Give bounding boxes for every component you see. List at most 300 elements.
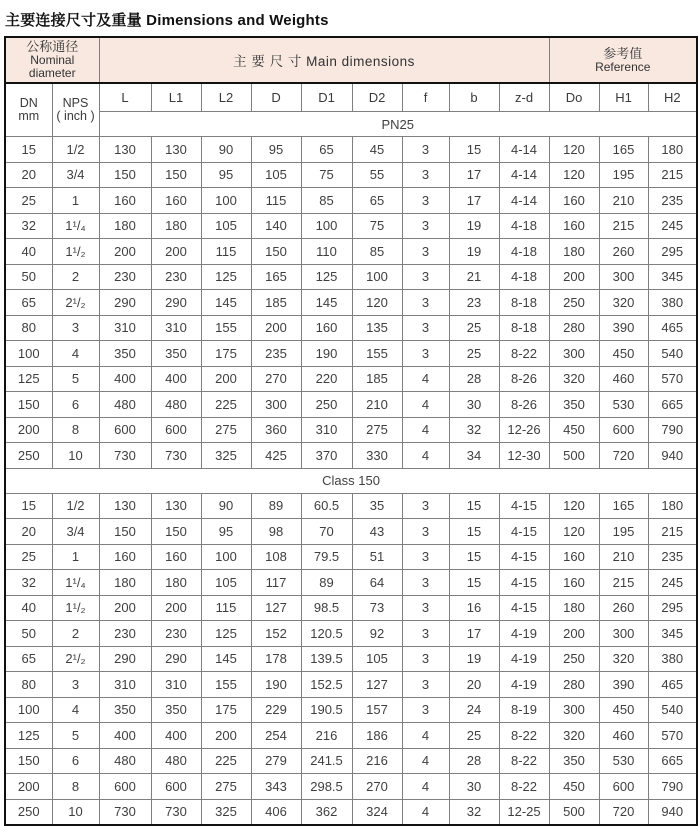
table-cell: 100 <box>201 544 251 570</box>
table-cell: 210 <box>352 392 402 418</box>
table-cell: 6 <box>52 392 99 418</box>
table-cell: 540 <box>648 697 697 723</box>
table-cell: 295 <box>648 239 697 265</box>
table-cell: 25 <box>5 544 52 570</box>
table-row <box>5 774 697 800</box>
table-cell: 155 <box>201 672 251 698</box>
table-cell: 6 <box>52 748 99 774</box>
table-cell: 90 <box>201 137 251 163</box>
table-cell: 43 <box>352 519 402 545</box>
table-cell: 65 <box>301 137 352 163</box>
table-cell: 200 <box>549 264 599 290</box>
table-cell: 350 <box>151 697 201 723</box>
table-cell: 160 <box>151 188 201 214</box>
column-header-nps <box>52 83 99 137</box>
table-cell: 275 <box>352 417 402 443</box>
table-cell: 19 <box>449 646 499 672</box>
header-reference-zh: 参考值 <box>603 45 643 61</box>
table-cell: 1/2 <box>52 493 99 519</box>
pn25-rows <box>5 137 697 469</box>
table-cell: 4-14 <box>499 162 549 188</box>
table-row <box>5 595 697 621</box>
table-cell: 215 <box>648 519 697 545</box>
table-cell: 190.5 <box>301 697 352 723</box>
table-cell: 15 <box>449 570 499 596</box>
table-cell: 105 <box>251 162 301 188</box>
table-cell: 480 <box>99 392 151 418</box>
table-cell: 460 <box>599 723 648 749</box>
table-cell: 460 <box>599 366 648 392</box>
header-nominal-en1: Nominal <box>30 53 75 67</box>
table-cell: 79.5 <box>301 544 352 570</box>
table-cell: 32 <box>5 570 52 596</box>
column-header-d1: D1 <box>301 83 352 112</box>
table-cell: 160 <box>301 315 352 341</box>
table-cell: 120.5 <box>301 621 352 647</box>
table-cell: 940 <box>648 799 697 825</box>
table-cell: 125 <box>201 264 251 290</box>
table-cell: 600 <box>599 417 648 443</box>
table-cell: 480 <box>151 392 201 418</box>
table-cell: 600 <box>151 774 201 800</box>
table-cell: 230 <box>151 264 201 290</box>
table-cell: 260 <box>599 239 648 265</box>
table-cell: 425 <box>251 443 301 469</box>
table-cell: 350 <box>99 697 151 723</box>
header-reference <box>549 37 697 83</box>
table-cell: 720 <box>599 443 648 469</box>
table-cell: 343 <box>251 774 301 800</box>
table-cell: 100 <box>352 264 402 290</box>
table-cell: 32 <box>449 799 499 825</box>
table-cell: 150 <box>251 239 301 265</box>
table-cell: 310 <box>151 315 201 341</box>
table-cell: 8 <box>52 774 99 800</box>
table-cell: 465 <box>648 315 697 341</box>
table-row <box>5 239 697 265</box>
table-cell: 8-22 <box>499 723 549 749</box>
table-cell: 19 <box>449 239 499 265</box>
table-cell: 17 <box>449 188 499 214</box>
table-row <box>5 213 697 239</box>
table-cell: 180 <box>549 239 599 265</box>
column-header-do: Do <box>549 83 599 112</box>
table-cell: 600 <box>599 774 648 800</box>
table-cell: 15 <box>5 137 52 163</box>
table-cell: 16 <box>449 595 499 621</box>
table-cell: 300 <box>599 621 648 647</box>
table-cell: 23 <box>449 290 499 316</box>
table-cell: 160 <box>549 544 599 570</box>
table-cell: 450 <box>599 341 648 367</box>
table-cell: 665 <box>648 392 697 418</box>
table-cell: 160 <box>549 213 599 239</box>
table-cell: 290 <box>99 290 151 316</box>
table-row <box>5 137 697 163</box>
table-cell: 185 <box>251 290 301 316</box>
table-row <box>5 544 697 570</box>
table-cell: 130 <box>99 493 151 519</box>
table-cell: 17 <box>449 621 499 647</box>
table-cell: 235 <box>648 544 697 570</box>
table-cell: 380 <box>648 646 697 672</box>
table-cell: 8-18 <box>499 290 549 316</box>
table-cell: 85 <box>301 188 352 214</box>
table-cell: 4 <box>52 341 99 367</box>
table-cell: 100 <box>5 697 52 723</box>
table-cell: 210 <box>599 544 648 570</box>
table-cell: 570 <box>648 366 697 392</box>
table-cell: 3 <box>402 213 449 239</box>
table-cell: 230 <box>99 264 151 290</box>
table-cell: 25 <box>449 341 499 367</box>
table-cell: 370 <box>301 443 352 469</box>
table-cell: 1¹/₄ <box>52 213 99 239</box>
table-cell: 3 <box>402 188 449 214</box>
column-header-dn-line1: DN <box>19 96 38 110</box>
section-band-row-pn25 <box>5 112 697 137</box>
column-header-nps-line2: ( inch ) <box>56 109 95 123</box>
table-cell: 3 <box>402 621 449 647</box>
table-cell: 345 <box>648 621 697 647</box>
table-cell: 210 <box>599 188 648 214</box>
table-cell: 1¹/₂ <box>52 239 99 265</box>
table-cell: 270 <box>251 366 301 392</box>
table-cell: 720 <box>599 799 648 825</box>
table-cell: 140 <box>251 213 301 239</box>
table-cell: 19 <box>449 213 499 239</box>
page-title: 主要连接尺寸及重量 Dimensions and Weights <box>5 12 329 29</box>
table-cell: 200 <box>5 774 52 800</box>
table-cell: 12-25 <box>499 799 549 825</box>
table-cell: 330 <box>352 443 402 469</box>
table-cell: 310 <box>99 672 151 698</box>
table-cell: 55 <box>352 162 402 188</box>
table-cell: 216 <box>301 723 352 749</box>
table-row <box>5 672 697 698</box>
table-cell: 1/2 <box>52 137 99 163</box>
table-cell: 100 <box>201 188 251 214</box>
table-cell: 200 <box>201 723 251 749</box>
section-band-class150: Class 150 <box>5 468 697 493</box>
table-cell: 220 <box>301 366 352 392</box>
table-cell: 2 <box>52 264 99 290</box>
table-row <box>5 799 697 825</box>
table-cell: 275 <box>201 774 251 800</box>
table-cell: 89 <box>251 493 301 519</box>
table-row <box>5 290 697 316</box>
table-cell: 230 <box>99 621 151 647</box>
table-cell: 570 <box>648 723 697 749</box>
table-cell: 300 <box>549 697 599 723</box>
table-cell: 8-19 <box>499 697 549 723</box>
table-cell: 125 <box>5 723 52 749</box>
table-cell: 4-14 <box>499 137 549 163</box>
table-cell: 145 <box>201 290 251 316</box>
table-cell: 310 <box>99 315 151 341</box>
table-cell: 4-15 <box>499 519 549 545</box>
table-cell: 15 <box>449 519 499 545</box>
class150-rows <box>5 493 697 825</box>
table-cell: 3 <box>402 290 449 316</box>
table-cell: 150 <box>99 519 151 545</box>
table-cell: 275 <box>201 417 251 443</box>
table-cell: 40 <box>5 239 52 265</box>
table-cell: 250 <box>301 392 352 418</box>
table-cell: 25 <box>449 723 499 749</box>
table-cell: 225 <box>201 392 251 418</box>
table-cell: 190 <box>301 341 352 367</box>
table-cell: 95 <box>201 519 251 545</box>
table-cell: 195 <box>599 162 648 188</box>
section-band-pn25: PN25 <box>99 112 697 137</box>
table-cell: 465 <box>648 672 697 698</box>
table-cell: 135 <box>352 315 402 341</box>
table-cell: 250 <box>5 799 52 825</box>
table-cell: 280 <box>549 672 599 698</box>
table-cell: 152.5 <box>301 672 352 698</box>
table-cell: 4-15 <box>499 595 549 621</box>
table-cell: 92 <box>352 621 402 647</box>
table-cell: 127 <box>251 595 301 621</box>
table-cell: 600 <box>99 417 151 443</box>
table-cell: 241.5 <box>301 748 352 774</box>
table-cell: 160 <box>99 544 151 570</box>
table-row <box>5 697 697 723</box>
table-cell: 105 <box>352 646 402 672</box>
table-cell: 25 <box>449 315 499 341</box>
table-cell: 95 <box>251 137 301 163</box>
table-cell: 216 <box>352 748 402 774</box>
table-cell: 12-26 <box>499 417 549 443</box>
table-cell: 115 <box>201 595 251 621</box>
table-cell: 155 <box>201 315 251 341</box>
table-cell: 530 <box>599 392 648 418</box>
table-cell: 730 <box>151 799 201 825</box>
table-cell: 300 <box>251 392 301 418</box>
table-cell: 8 <box>52 417 99 443</box>
table-cell: 160 <box>151 544 201 570</box>
table-cell: 320 <box>599 646 648 672</box>
table-cell: 3/4 <box>52 162 99 188</box>
table-cell: 64 <box>352 570 402 596</box>
table-cell: 4 <box>402 366 449 392</box>
table-cell: 290 <box>151 646 201 672</box>
table-cell: 180 <box>549 595 599 621</box>
table-cell: 298.5 <box>301 774 352 800</box>
column-header-d: D <box>251 83 301 112</box>
table-cell: 98 <box>251 519 301 545</box>
table-cell: 32 <box>5 213 52 239</box>
table-cell: 35 <box>352 493 402 519</box>
table-cell: 235 <box>251 341 301 367</box>
table-cell: 730 <box>99 443 151 469</box>
column-header-d2: D2 <box>352 83 402 112</box>
table-cell: 95 <box>201 162 251 188</box>
table-cell: 400 <box>99 366 151 392</box>
table-cell: 3 <box>402 672 449 698</box>
table-cell: 254 <box>251 723 301 749</box>
table-cell: 270 <box>352 774 402 800</box>
table-cell: 15 <box>5 493 52 519</box>
table-cell: 2¹/₂ <box>52 646 99 672</box>
table-cell: 180 <box>99 570 151 596</box>
table-cell: 362 <box>301 799 352 825</box>
table-cell: 245 <box>648 570 697 596</box>
table-cell: 215 <box>648 162 697 188</box>
column-header-h2: H2 <box>648 83 697 112</box>
table-cell: 3 <box>402 646 449 672</box>
table-cell: 17 <box>449 162 499 188</box>
table-cell: 5 <box>52 366 99 392</box>
table-cell: 120 <box>549 137 599 163</box>
table-cell: 225 <box>201 748 251 774</box>
table-cell: 4 <box>402 392 449 418</box>
table-cell: 790 <box>648 417 697 443</box>
table-cell: 530 <box>599 748 648 774</box>
table-cell: 185 <box>352 366 402 392</box>
column-header-l1: L1 <box>151 83 201 112</box>
table-row <box>5 315 697 341</box>
table-cell: 4-15 <box>499 493 549 519</box>
table-cell: 325 <box>201 799 251 825</box>
table-cell: 4-18 <box>499 213 549 239</box>
table-cell: 100 <box>5 341 52 367</box>
table-cell: 40 <box>5 595 52 621</box>
table-cell: 8-26 <box>499 366 549 392</box>
column-header-h1: H1 <box>599 83 648 112</box>
table-cell: 1 <box>52 188 99 214</box>
table-cell: 125 <box>201 621 251 647</box>
table-row <box>5 723 697 749</box>
table-cell: 8-22 <box>499 341 549 367</box>
table-cell: 110 <box>301 239 352 265</box>
table-cell: 65 <box>5 646 52 672</box>
column-header-f: f <box>402 83 449 112</box>
table-cell: 4 <box>52 697 99 723</box>
table-cell: 85 <box>352 239 402 265</box>
column-header-row <box>5 83 697 112</box>
table-cell: 4-14 <box>499 188 549 214</box>
table-cell: 200 <box>151 239 201 265</box>
table-cell: 400 <box>99 723 151 749</box>
table-cell: 3 <box>52 672 99 698</box>
table-cell: 200 <box>99 239 151 265</box>
table-cell: 15 <box>449 493 499 519</box>
table-cell: 130 <box>151 493 201 519</box>
table-cell: 10 <box>52 799 99 825</box>
table-cell: 4 <box>402 774 449 800</box>
table-cell: 230 <box>151 621 201 647</box>
column-header-b: b <box>449 83 499 112</box>
table-cell: 180 <box>99 213 151 239</box>
table-cell: 190 <box>251 672 301 698</box>
table-row <box>5 748 697 774</box>
table-cell: 160 <box>549 188 599 214</box>
table-cell: 200 <box>5 417 52 443</box>
table-cell: 115 <box>201 239 251 265</box>
table-cell: 3 <box>402 239 449 265</box>
table-cell: 310 <box>301 417 352 443</box>
table-cell: 200 <box>251 315 301 341</box>
table-row <box>5 519 697 545</box>
table-cell: 80 <box>5 672 52 698</box>
table-cell: 89 <box>301 570 352 596</box>
table-cell: 4-19 <box>499 646 549 672</box>
table-cell: 65 <box>5 290 52 316</box>
table-cell: 152 <box>251 621 301 647</box>
table-cell: 350 <box>549 748 599 774</box>
table-cell: 400 <box>151 723 201 749</box>
table-cell: 157 <box>352 697 402 723</box>
table-cell: 120 <box>549 493 599 519</box>
table-cell: 1¹/₄ <box>52 570 99 596</box>
table-cell: 790 <box>648 774 697 800</box>
table-cell: 600 <box>99 774 151 800</box>
table-cell: 279 <box>251 748 301 774</box>
table-cell: 1 <box>52 544 99 570</box>
table-cell: 28 <box>449 748 499 774</box>
table-cell: 235 <box>648 188 697 214</box>
table-cell: 3/4 <box>52 519 99 545</box>
table-cell: 28 <box>449 366 499 392</box>
table-cell: 3 <box>402 315 449 341</box>
table-cell: 350 <box>549 392 599 418</box>
table-cell: 195 <box>599 519 648 545</box>
table-cell: 145 <box>201 646 251 672</box>
table-cell: 150 <box>151 162 201 188</box>
table-cell: 20 <box>5 519 52 545</box>
column-header-zd: z-d <box>499 83 549 112</box>
table-cell: 150 <box>151 519 201 545</box>
header-nominal-en2: diameter <box>28 66 76 80</box>
table-cell: 21 <box>449 264 499 290</box>
table-cell: 4 <box>402 799 449 825</box>
table-cell: 150 <box>5 392 52 418</box>
table-cell: 310 <box>151 672 201 698</box>
table-cell: 180 <box>151 213 201 239</box>
table-cell: 30 <box>449 392 499 418</box>
table-cell: 165 <box>599 493 648 519</box>
table-cell: 350 <box>151 341 201 367</box>
table-cell: 3 <box>402 162 449 188</box>
table-cell: 215 <box>599 570 648 596</box>
table-cell: 480 <box>99 748 151 774</box>
column-header-dn <box>5 83 52 137</box>
table-cell: 155 <box>352 341 402 367</box>
table-cell: 400 <box>151 366 201 392</box>
table-cell: 390 <box>599 315 648 341</box>
table-cell: 3 <box>402 595 449 621</box>
table-cell: 165 <box>599 137 648 163</box>
header-main-dimensions <box>99 37 549 83</box>
table-cell: 4 <box>402 417 449 443</box>
table-cell: 4-19 <box>499 621 549 647</box>
table-cell: 178 <box>251 646 301 672</box>
table-cell: 3 <box>402 544 449 570</box>
table-cell: 165 <box>251 264 301 290</box>
table-cell: 245 <box>648 213 697 239</box>
table-cell: 3 <box>402 137 449 163</box>
table-cell: 120 <box>549 162 599 188</box>
table-cell: 160 <box>99 188 151 214</box>
table-cell: 60.5 <box>301 493 352 519</box>
table-row <box>5 417 697 443</box>
table-cell: 325 <box>201 443 251 469</box>
table-cell: 130 <box>99 137 151 163</box>
table-cell: 45 <box>352 137 402 163</box>
table-cell: 280 <box>549 315 599 341</box>
